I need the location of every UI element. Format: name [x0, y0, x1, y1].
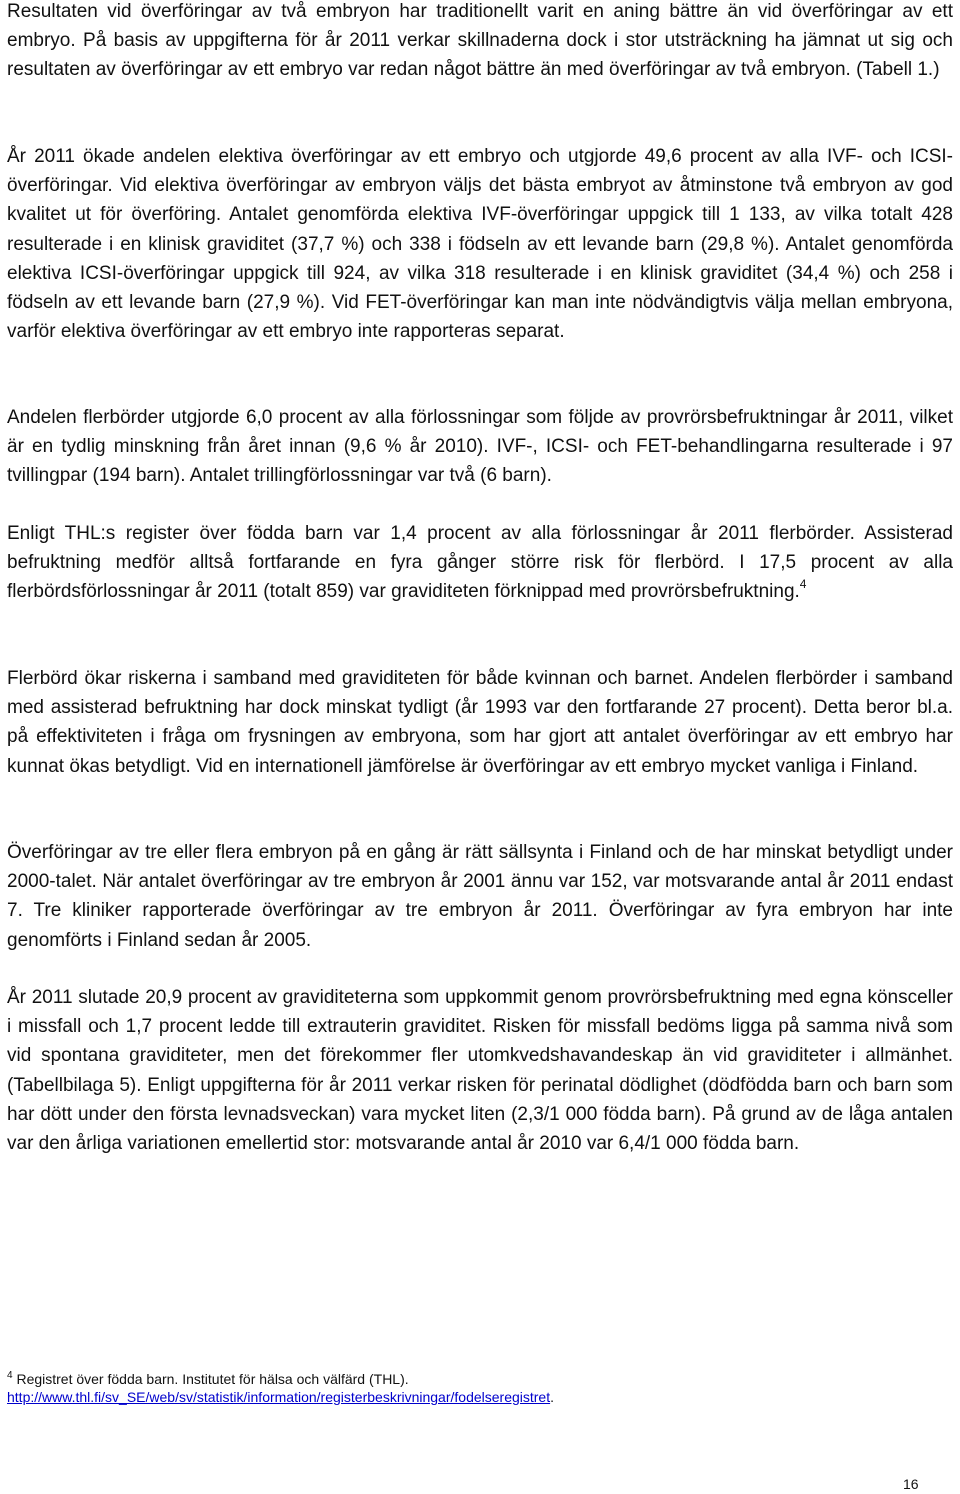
paragraph-text: Flerbörd ökar riskerna i samband med graviditeten för både kvinnan och barnet. Andelen flerbörder i samband med assisterad befruktning har dock minskat tydligt (år 1993 var den fortfarande 27 procent). Detta beror bl.a. på effektiviteten i fråga om frysningen av embryona, som har gjort att antalet överföringar av ett embryo har kunnat ökas betydligt. Vid en internationell jämförelse är överföringar av ett embryo mycket vanliga i Finland. [7, 668, 953, 777]
paragraph-miscarriage-risk [7, 983, 953, 1158]
paragraph-text: Överföringar av tre eller flera embryon på en gång är rätt sällsynta i Finland och de har minskat betydligt under 2000-talet. När antalet överföringar av tre embryon år 2001 ännu var 152, var motsvarande antal år 2011 endast 7. Tre kliniker rapporterade överföringar av tre embryon år 2011. Överföringar av fyra embryon har inte genomförts i Finland sedan år 2005. [7, 842, 953, 951]
footnote-link-line [7, 1388, 953, 1406]
paragraph-thl-register [7, 519, 953, 607]
footnote-number: 4 [7, 1370, 13, 1381]
paragraph-text: Andelen flerbörder utgjorde 6,0 procent av alla förlossningar som följde av provrörsbefruktningar år 2011, vilket är en tydlig minskning från året innan (9,6 % år 2010). IVF-, ICSI- och FET-behandlingarna resulterade i 97 tvillingpar (194 barn). Antalet trillingförlossningar var två (6 barn). [7, 407, 953, 487]
paragraph-elective-transfers [7, 142, 953, 346]
page-number: 16 [903, 1476, 919, 1492]
footnote-line [7, 1370, 953, 1388]
paragraph-multiple-births-share [7, 403, 953, 491]
paragraph-multiple-birth-risks [7, 664, 953, 781]
paragraph-text: År 2011 ökade andelen elektiva överföringar av ett embryo och utgjorde 49,6 procent av alla IVF- och ICSI-överföringar. Vid elektiva överföringar av embryon väljs det bästa embryot av åtminstone två embryon av god kvalitet ut för överföring. Antalet genomförda elektiva IVF-överföringar uppgick till 1 133, av vilka totalt 428 resulterade i en klinisk graviditet (37,7 %) och 338 i födseln av ett levande barn (29,8 %). Antalet genomförda elektiva ICSI-överföringar uppgick till 924, av vilka 318 resulterade i en klinisk graviditet (34,4 %) och 258 i födseln av ett levande barn (27,9 %). Vid FET-överföringar kan man inte nödvändigtvis välja mellan embryona, varför elektiva överföringar av ett embryo inte rapporteras separat. [7, 146, 953, 343]
footnote-link[interactable]: http://www.thl.fi/sv_SE/web/sv/statistik/information/registerbeskrivningar/fodelseregistret [7, 1389, 551, 1405]
paragraph-text: Enligt THL:s register över födda barn var 1,4 procent av alla förlossningar år 2011 flerbörder. Assisterad befruktning medför alltså fortfarande en fyra gånger större risk för flerbörd. I 17,5 procent av alla flerbördsförlossningar år 2011 (totalt 859) var graviditeten förknippad med provrörsbefruktning. [7, 523, 953, 603]
footnote-text: Registret över födda barn. Institutet för hälsa och välfärd (THL). [16, 1371, 409, 1387]
paragraph-text: År 2011 slutade 20,9 procent av graviditeterna som uppkommit genom provrörsbefruktning med egna könsceller i missfall och 1,7 procent ledde till extrauterin graviditet. Risken för missfall bedöms ligga på samma nivå som vid spontana graviditeter, men det förekommer fler utomkvedshavandeskap än vid graviditeter i allmänhet. (Tabellbilaga 5). Enligt uppgifterna för år 2011 verkar risken för perinatal dödlighet (dödfödda barn och barn som har dött under den första levnadsveckan) vara mycket liten (2,3/1 000 födda barn). På grund av de låga antalen var den årliga variationen emellertid stor: motsvarande antal år 2010 var 6,4/1 000 födda barn. [7, 987, 953, 1155]
paragraph-text: Resultaten vid överföringar av två embryon har traditionellt varit en aning bättre än vid överföringar av ett embryo. På basis av uppgifterna för år 2011 verkar skillnaderna dock i stor utsträckning ha jämnat ut sig och resultaten av överföringar av ett embryo var redan något bättre än med överföringar av två embryon. (Tabell 1.) [7, 1, 953, 81]
footnote-reference[interactable]: 4 [799, 577, 807, 592]
paragraph-transfer-results [7, 0, 953, 85]
paragraph-three-embryo-transfers [7, 838, 953, 955]
footnote-link-suffix: . [550, 1389, 554, 1405]
footnote [7, 1370, 953, 1406]
